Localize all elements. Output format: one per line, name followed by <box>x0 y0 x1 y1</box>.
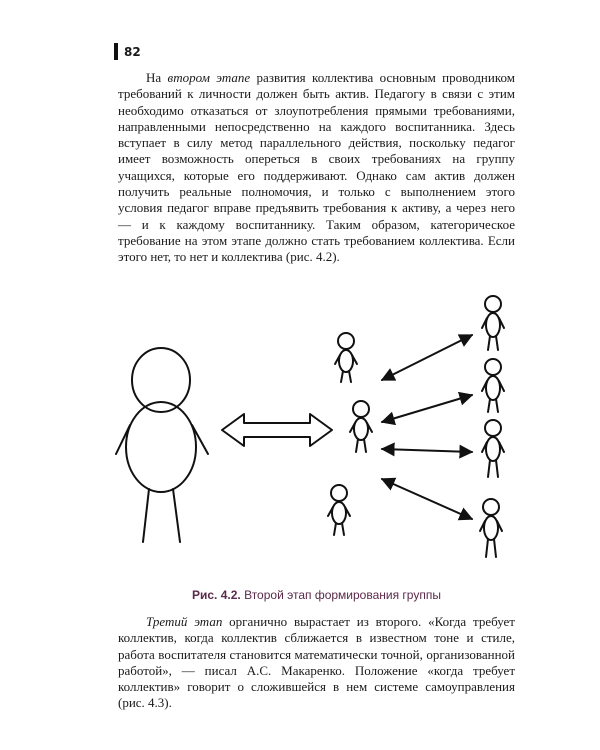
activist-figure <box>335 333 357 382</box>
figure-caption-text: Второй этап формирования группы <box>240 588 441 602</box>
arrow <box>382 479 472 519</box>
arrow <box>382 395 472 422</box>
teacher-figure <box>116 348 208 542</box>
paragraph-third-stage <box>118 614 515 712</box>
double-arrow <box>222 414 332 446</box>
paragraph-intro: На <box>146 70 168 85</box>
paragraph-second-stage <box>118 70 515 266</box>
arrow <box>382 335 472 380</box>
page-number <box>114 43 141 60</box>
page-marker-bar <box>114 43 118 60</box>
emphasis-second-stage: втором этапе <box>167 70 251 85</box>
figure-group-diagram <box>110 282 520 582</box>
emphasis-third-stage: Третий этап <box>146 614 223 629</box>
figure-label: Рис. 4.2. <box>192 588 241 602</box>
pupil-figure <box>480 499 502 557</box>
paragraph-body: органично вырастает из второго. «Когда требует коллектив, когда коллектив сближается в известном тоне и стиле, работа воспитателя становится математически точной, организованной работой», — писал А.С. Макаренко. Положение «когда требует коллектив» говорит о сложившейся в нем системе самоуправления (рис. 4.3). <box>118 614 515 711</box>
pupil-figure <box>482 359 504 412</box>
pupil-figure <box>482 296 504 350</box>
figure-caption <box>118 588 515 602</box>
paragraph-body: развития коллектива основным проводником требований к личности должен быть актив. Педагогу в связи с этим необходимо отказаться от злоупотребления прямыми требованиями, направленными непосредственно на каждого воспитанника. Здесь вступает в силу метод параллельного действия, поскольку педагог имеет возможность опереться в своих требованиях на группу учащихся, которые его поддерживают. Однако сам актив должен получить реальные полномочия, и только с выполнением этого условия педагог вправе предъявить требования к активу, а через него — и к каждому воспитаннику. Таким образом, категорическое требование на этом этапе должно стать требованием коллектива. Если этого нет, то нет и коллектива (рис. 4.2). <box>118 70 515 265</box>
activist-figure <box>350 401 372 452</box>
activist-figure <box>328 485 350 535</box>
pupil-figure <box>482 420 504 477</box>
page-number-text: 82 <box>124 44 141 59</box>
arrow <box>382 449 472 452</box>
